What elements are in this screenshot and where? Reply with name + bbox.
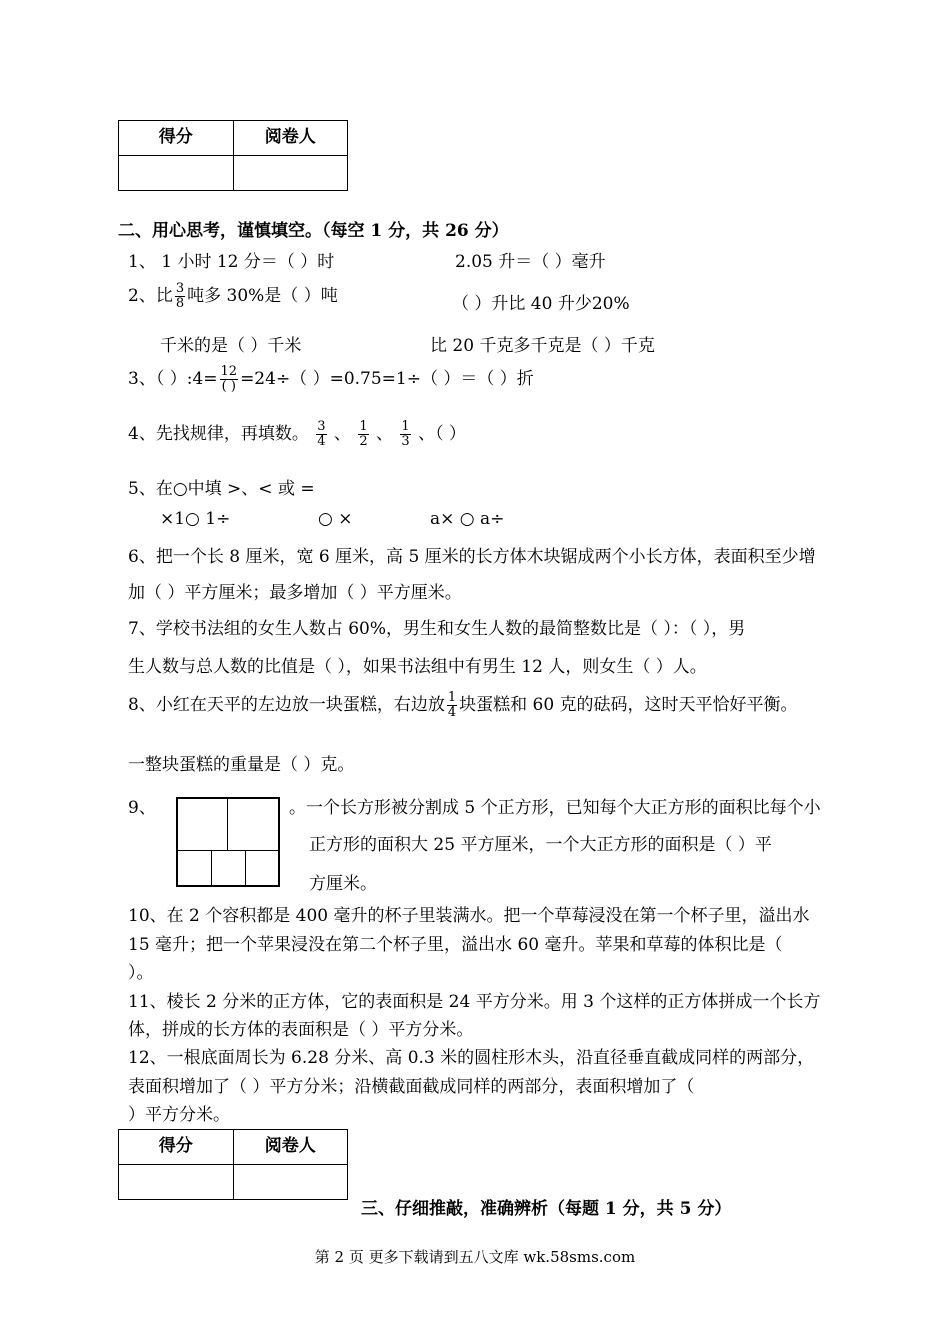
q4-f1-den: 4 [317,434,326,449]
q4-frac2 [358,420,368,449]
q2-line2b: 比 20 千克多千克是（ ）千克 [430,336,655,356]
q4-frac1 [316,420,326,449]
q5-b1: ×1○ 1÷ [160,509,231,529]
score-cell [119,1165,234,1200]
section2-heading: 二、用心思考，谨慎填空。（每空 1 分，共 26 分） [118,221,509,241]
q4-frac3 [400,420,410,449]
reader-cell [233,1165,348,1200]
q8-line1 [128,690,798,720]
q3-b: =24÷（ ）=0.75=1÷（ ）＝（ ）折 [240,369,534,389]
q5-a: 5、在○中填 >、< 或 = [128,479,315,499]
q7-l1: 7、学校书法组的女生人数占 60%，男生和女生人数的最简整数比是（ ）：（ ），男 [128,619,746,639]
q6-l1: 6、把一个长 8 厘米，宽 6 厘米，高 5 厘米的长方体木块锯成两个小长方体，表面积至少增 [128,547,816,567]
reader-header: 阅卷人 [233,1130,348,1165]
q2-b: （ ）升比 40 升少20% [452,294,630,314]
q9-l2: 正方形的面积大 25 平方厘米，一个大正方形的面积是（ ）平 [309,835,772,855]
q8-frac-num: 1 [447,690,457,705]
q4-f1-num: 3 [317,419,326,434]
q5-b2: ○ × [318,509,353,529]
q2-suffix: 吨多 30%是（ ）吨 [187,286,338,306]
q4-f2-num: 1 [359,419,368,434]
q4-f3-den: 3 [401,434,410,449]
page-footer: 第 2 页 更多下载请到五八文库 wk.58sms.com [314,1248,636,1266]
reader-cell [233,156,348,191]
big-square-2 [227,798,279,851]
q2-line2a: 千米的是（ ）千米 [160,336,302,356]
q3-fraction [220,365,239,394]
q2-frac-num: 3 [175,281,185,296]
q2-line1 [128,281,338,311]
q5-b3: a× ○ a÷ [430,509,505,529]
q3-a: 3、（ ）:4= [128,369,218,389]
q4-sep1: 、 [328,424,351,444]
section3-heading: 三、仔细推敲，准确辨析（每题 1 分，共 5 分） [361,1199,732,1219]
q4-f2-den: 2 [359,434,368,449]
q6-l2: 加（ ）平方厘米；最多增加（ ）平方厘米。 [128,583,462,603]
score-cell [119,156,234,191]
q1-a: 1、 1 小时 12 分＝（ ）时 [128,252,335,272]
q4-a: 4、先找规律，再填数。 [128,424,309,444]
big-square-1 [177,798,228,851]
q2-frac-den: 8 [175,296,185,311]
q3-frac-den: ( ) [221,379,236,394]
rectangle-squares-diagram [176,797,280,887]
q8-a: 8、小红在天平的左边放一块蛋糕，右边放 [128,695,445,715]
q3-line [128,364,534,394]
q1-b: 2.05 升＝（ ）毫升 [455,252,606,272]
q8-b: 块蛋糕和 60 克的砝码，这时天平恰好平衡。 [459,695,798,715]
score-table [118,120,348,191]
q8-fraction [447,691,457,720]
q2-prefix: 2、比 [128,286,173,306]
q4-sep2: 、 [370,424,394,444]
q8-l2: 一整块蛋糕的重量是（ ）克。 [128,755,355,775]
q10-l2: 15 毫升；把一个苹果浸没在第二个杯子里，溢出水 60 毫升。苹果和草莓的体积比是（ [128,935,783,955]
small-square-2 [211,850,246,886]
q11-l2: 体，拼成的长方体的表面积是（ ）平方分米。 [128,1020,474,1040]
score-table-2 [118,1129,348,1200]
q4-end: 、（ ） [412,424,467,444]
score-header: 得分 [119,121,234,156]
q10-l3: ）。 [128,963,154,983]
q9-num: 9、 [128,798,156,818]
q12-l1: 12、一根底面周长为 6.28 分米、高 0.3 米的圆柱形木头，沿直径垂直截成同样的两部分， [128,1048,815,1068]
score-header: 得分 [119,1130,234,1165]
q8-frac-den: 4 [447,705,457,720]
q4-line [128,419,466,449]
small-square-1 [177,850,212,886]
q11-l1: 11、棱长 2 分米的正方体，它的表面积是 24 平方分米。用 3 个这样的正方体拼成一个长方 [128,992,821,1012]
q12-l2: 表面积增加了（ ）平方分米；沿横截面截成同样的两部分，表面积增加了（ [128,1077,695,1097]
q2-fraction [175,282,185,311]
q7-l2: 生人数与总人数的比值是（ ），如果书法组中有男生 12 人，则女生（ ）人。 [128,657,707,677]
q10-l1: 10、在 2 个容积都是 400 毫升的杯子里装满水。把一个草莓浸没在第一个杯子里，溢出水 [128,906,810,926]
q9-l3: 方厘米。 [309,874,377,894]
reader-header: 阅卷人 [233,121,348,156]
q12-l3: ）平方分米。 [128,1105,230,1125]
q3-frac-num: 12 [220,364,238,379]
q4-f3-num: 1 [401,419,410,434]
q9-l1: 。一个长方形被分割成 5 个正方形，已知每个大正方形的面积比每个小 [289,798,821,818]
small-square-3 [245,850,279,886]
